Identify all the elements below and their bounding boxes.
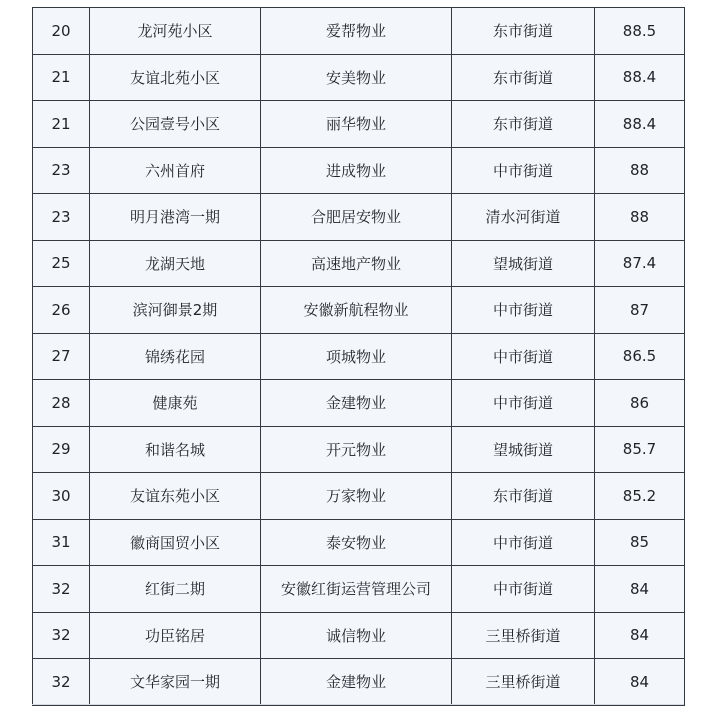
score-cell: 88.4 (595, 101, 685, 148)
property-company-cell: 安徽新航程物业 (261, 287, 452, 334)
rank-cell: 20 (33, 8, 90, 55)
rank-cell: 26 (33, 287, 90, 334)
rank-cell: 29 (33, 426, 90, 473)
property-company-cell: 安美物业 (261, 54, 452, 101)
community-name-cell: 龙湖天地 (90, 240, 261, 287)
table-row (33, 426, 685, 473)
property-company-cell: 金建物业 (261, 659, 452, 706)
community-name-cell: 锦绣花园 (90, 333, 261, 380)
street-cell: 中市街道 (452, 147, 595, 194)
property-company-cell: 金建物业 (261, 380, 452, 427)
street-cell: 望城街道 (452, 426, 595, 473)
street-cell: 中市街道 (452, 333, 595, 380)
community-name-cell: 滨河御景2期 (90, 287, 261, 334)
table-row (33, 240, 685, 287)
property-company-cell: 开元物业 (261, 426, 452, 473)
score-cell: 88.4 (595, 54, 685, 101)
score-cell: 84 (595, 612, 685, 659)
score-cell: 87 (595, 287, 685, 334)
rank-cell: 25 (33, 240, 90, 287)
property-company-cell: 合肥居安物业 (261, 194, 452, 241)
rank-cell: 31 (33, 519, 90, 566)
table-row (33, 612, 685, 659)
community-name-cell: 六州首府 (90, 147, 261, 194)
community-name-cell: 健康苑 (90, 380, 261, 427)
score-cell: 84 (595, 659, 685, 706)
score-cell: 87.4 (595, 240, 685, 287)
property-company-cell: 万家物业 (261, 473, 452, 520)
street-cell: 中市街道 (452, 566, 595, 613)
street-cell: 中市街道 (452, 519, 595, 566)
street-cell: 东市街道 (452, 101, 595, 148)
score-cell: 86 (595, 380, 685, 427)
property-company-cell: 安徽红街运营管理公司 (261, 566, 452, 613)
score-cell: 88 (595, 147, 685, 194)
rank-cell: 21 (33, 101, 90, 148)
table-row (33, 566, 685, 613)
street-cell: 东市街道 (452, 8, 595, 55)
rank-cell: 23 (33, 194, 90, 241)
rank-cell: 32 (33, 659, 90, 706)
community-name-cell: 功臣铭居 (90, 612, 261, 659)
table-row (33, 287, 685, 334)
property-company-cell: 丽华物业 (261, 101, 452, 148)
street-cell: 中市街道 (452, 287, 595, 334)
community-name-cell: 文华家园一期 (90, 659, 261, 706)
ranking-table (32, 7, 685, 706)
table-row (33, 473, 685, 520)
score-cell: 88.5 (595, 8, 685, 55)
table-row (33, 101, 685, 148)
property-company-cell: 项城物业 (261, 333, 452, 380)
score-cell: 88 (595, 194, 685, 241)
score-cell: 84 (595, 566, 685, 613)
table-row (33, 519, 685, 566)
score-cell: 86.5 (595, 333, 685, 380)
score-cell: 85.2 (595, 473, 685, 520)
community-name-cell: 和谐名城 (90, 426, 261, 473)
ranking-table-container (32, 7, 685, 705)
community-name-cell: 友谊北苑小区 (90, 54, 261, 101)
table-row (33, 147, 685, 194)
table-row (33, 194, 685, 241)
street-cell: 中市街道 (452, 380, 595, 427)
rank-cell: 27 (33, 333, 90, 380)
community-name-cell: 红街二期 (90, 566, 261, 613)
street-cell: 三里桥街道 (452, 659, 595, 706)
rank-cell: 32 (33, 566, 90, 613)
property-company-cell: 爱帮物业 (261, 8, 452, 55)
table-row (33, 8, 685, 55)
property-company-cell: 泰安物业 (261, 519, 452, 566)
rank-cell: 28 (33, 380, 90, 427)
community-name-cell: 友谊东苑小区 (90, 473, 261, 520)
rank-cell: 23 (33, 147, 90, 194)
street-cell: 东市街道 (452, 473, 595, 520)
score-cell: 85.7 (595, 426, 685, 473)
table-row (33, 54, 685, 101)
table-row (33, 659, 685, 706)
property-company-cell: 进成物业 (261, 147, 452, 194)
rank-cell: 32 (33, 612, 90, 659)
community-name-cell: 龙河苑小区 (90, 8, 261, 55)
rank-cell: 21 (33, 54, 90, 101)
community-name-cell: 徽商国贸小区 (90, 519, 261, 566)
street-cell: 三里桥街道 (452, 612, 595, 659)
street-cell: 望城街道 (452, 240, 595, 287)
table-row (33, 380, 685, 427)
community-name-cell: 明月港湾一期 (90, 194, 261, 241)
table-bottom-divider (32, 704, 684, 705)
rank-cell: 30 (33, 473, 90, 520)
table-row (33, 333, 685, 380)
street-cell: 东市街道 (452, 54, 595, 101)
score-cell: 85 (595, 519, 685, 566)
property-company-cell: 诚信物业 (261, 612, 452, 659)
community-name-cell: 公园壹号小区 (90, 101, 261, 148)
street-cell: 清水河街道 (452, 194, 595, 241)
property-company-cell: 高速地产物业 (261, 240, 452, 287)
ranking-table-body (33, 8, 685, 706)
